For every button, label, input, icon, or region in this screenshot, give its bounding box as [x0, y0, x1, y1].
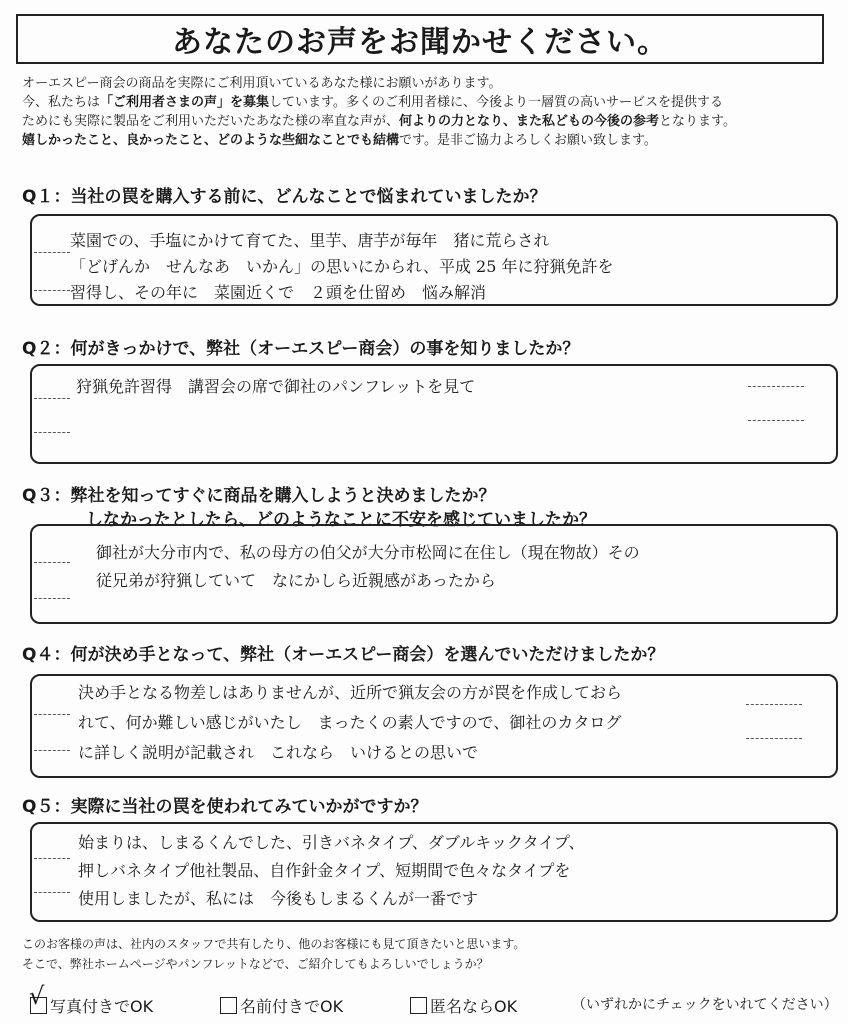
q1-heading: Q１：当社の罠を購入する前に、どんなことで悩まれていましたか？ — [22, 187, 547, 207]
q3-heading-line-1: Q３：弊社を知ってすぐに商品を購入しようと決めましたか？ — [22, 486, 496, 506]
photo-ok-checkbox[interactable] — [29, 982, 47, 1014]
intro-line-1: オーエスピー商会の商品を実際にご利用頂いているあなた様にお願いがあります。 — [22, 76, 502, 91]
q2-heading: Q２：何がきっかけで、弊社（オーエスピー商会）の事を知りましたか？ — [22, 339, 580, 359]
dash-mark — [34, 252, 70, 253]
footer-line-2: そこで、弊社ホームページやパンフレットなどで、ご紹介してもよろしいでしょうか？ — [22, 957, 489, 971]
consent-option-photo[interactable] — [29, 982, 154, 1017]
q5-answer-line-1: 始まりは、しまるくんでした、引きバネタイプ、ダブルキックタイプ、 — [78, 833, 585, 852]
consent-note: （いずれかにチェックをいれてください） — [572, 997, 838, 1013]
intro-line-4: 嬉しかったこと、良かったこと、どのような些細なことでも結構です。是非ご協力よろしくお願い致します。 — [22, 133, 657, 148]
dash-mark — [34, 858, 70, 859]
q3-heading-line-2: しなかったとしたら、どのようなことに不安を感じていましたか？ — [86, 510, 596, 530]
q5-heading: Q５：実際に当社の罠を使われてみていかがですか？ — [22, 797, 428, 817]
q4-answer-line-1: 決め手となる物差しはありませんが、近所で猟友会の方が罠を作成しておら — [78, 683, 623, 702]
q4-answer-line-3: に詳しく説明が記載され これなら いけるとの思いで — [78, 743, 479, 762]
q5-answer-line-2: 押しバネタイプ他社製品、自作針金タイプ、短期間で色々なタイプを — [78, 861, 571, 880]
q2-answer-line-1: 狩猟免許習得 講習会の席で御社のパンフレットを見て — [76, 377, 476, 396]
dash-mark — [34, 432, 70, 433]
dash-mark — [34, 714, 70, 715]
dash-mark — [34, 290, 70, 291]
dash-mark — [34, 562, 70, 563]
q5-answer-line-3: 使用しましたが、私には 今後もしまるくんが一番です — [78, 889, 479, 908]
dash-mark — [746, 738, 802, 739]
q4-heading: Q４：何が決め手となって、弊社（オーエスピー商会）を選んでいただけましたか？ — [22, 645, 665, 665]
q1-answer-line-2: 「どげんか せんなあ いかん」の思いにかられ、平成 25 年に狩猟免許を — [70, 257, 614, 276]
dash-mark — [34, 750, 70, 751]
q3-answer-line-2: 従兄弟が狩猟していて なにかしら近親感があったから — [96, 571, 496, 590]
dash-mark — [34, 598, 70, 599]
footer-text — [22, 934, 525, 974]
anonymous-ok-checkbox[interactable] — [410, 997, 427, 1014]
q3-answer-line-1: 御社が大分市内で、私の母方の伯父が大分市松岡に在住し（現在物故）その — [96, 543, 640, 562]
check-mark-icon: √ — [29, 982, 45, 1010]
dash-mark — [748, 386, 804, 387]
anonymous-ok-label: 匿名ならOK — [430, 997, 518, 1016]
consent-option-name[interactable] — [220, 994, 343, 1017]
page-title: あなたのお声をお聞かせください。 — [172, 25, 668, 60]
photo-ok-label: 写真付きでOK — [50, 997, 154, 1016]
dash-mark — [34, 892, 70, 893]
page-title-box — [16, 14, 824, 64]
q4-answer-line-2: れて、何か難しい感じがいたし まったくの素人ですので、御社のカタログ — [78, 713, 622, 732]
name-ok-checkbox[interactable] — [220, 997, 237, 1014]
q1-answer-line-1: 菜園での、手塩にかけて育てた、里芋、唐芋が毎年 猪に荒らされ — [70, 231, 550, 250]
consent-option-anonymous[interactable] — [410, 994, 517, 1017]
intro-text — [22, 74, 832, 150]
intro-line-3: ためにも実際に製品をご利用いただいたあなた様の率直な声が、何よりの力となり、また私どもの今後の参考となります。 — [22, 114, 736, 129]
intro-line-2: 今、私たちは「ご利用者さまの声」を募集しています。多くのご利用者様に、今後より一層質の高いサービスを提供する — [22, 95, 723, 110]
footer-line-1: このお客様の声は、社内のスタッフで共有したり、他のお客様にも見て頂きたいと思います。 — [22, 937, 526, 951]
dash-mark — [34, 398, 70, 399]
dash-mark — [748, 420, 804, 421]
dash-mark — [746, 704, 802, 705]
name-ok-label: 名前付きでOK — [240, 997, 344, 1016]
q1-answer-line-3: 習得し、その年に 菜園近くで ２頭を仕留め 悩み解消 — [70, 283, 487, 302]
